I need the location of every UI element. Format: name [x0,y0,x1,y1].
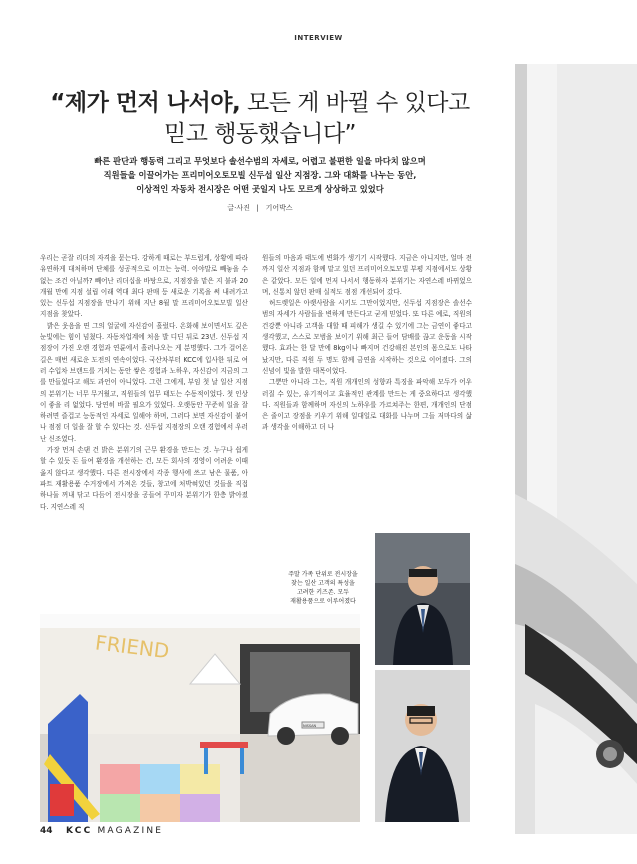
car-photo [515,64,637,834]
car-photo-illustration [515,64,637,834]
headline-line-1-rest: 모든 게 바뀔 수 있다고 [240,90,470,116]
magazine-brand: KCC [66,826,93,836]
caption-line: 찾는 일산 고객의 특성을 [291,580,355,587]
magazine-name [66,826,163,836]
portrait-photo-2 [375,670,470,822]
lead-line-2: 직원들을 이끌어가는 프리미어오토모빌 신두섭 일산 지점장. 그와 대화를 나누는 동안, [103,170,417,180]
body-paragraph: 원들의 마음과 태도에 변화가 생기기 시작했다. 지금은 아니지만, 얼마 전까지 일산 지점과 함께 맡고 있던 프리미어오토모빌 부평 지점에서도 상황은 같았다. 모든 일에 먼저 나서서 행동하자 분위기는 자연스레 바뀌었으며, 신통치 않던 판매 실적도 점점 개선되어 갔다. [262,254,472,296]
page-number: 44 [40,826,53,836]
portrait-illustration-1 [375,533,470,665]
body-column-2 [262,253,472,434]
byline [40,203,480,213]
byline-credit-name: 기어박스 [265,204,293,212]
lead-paragraph [50,154,470,196]
caption-line: 고려한 키즈존. 모두 [296,589,350,596]
body-paragraph: 밝은 웃음을 띤 그의 얼굴에 자신감이 흘렀다. 온화해 보이면서도 깊은 눈빛에는 힘이 넘쳤다. 자동차업계에 처음 발 디딘 뒤로 23년. 신두섭 지점장이 가진 오랜 경험과 연륜에서 흘러나오는 게 분명했다. 그가 걸어온 길은 매번 새로운 도전의 연속이었다. 국산차부터 KCC에 입사한 뒤로 여러 수입차 브랜드를 거치는 동안 쌓은 경험과 노하우, 자신감이 지금의 그를 만들었다고 해도 과언이 아니었다. 그런 그에게, 부임 첫 날 일산 지점의 분위기는 너무 무거웠고, 직원들의 업무 태도는 수동적이었다. 첫 인상이 좋을 리 없었다. 당연히 바꿀 필요가 있었다. 오랫동안 꾸준히 일을 잘 하려면 즐겁고 능동적인 자세로 일해야 하며, 그러다 보면 자신감이 붙어나 점점 더 일을 잘 할 수 있다는 것. 신두섭 지점장의 오랜 경험에서 우러난 신조였다. [40,321,248,443]
caption-line: 재활용품으로 이루어졌다 [290,598,356,605]
kids-zone-banner-text: FRIEND [93,630,171,664]
magazine-title: MAGAZINE [97,826,164,836]
headline-line-2: 믿고 행동했습니다” [164,121,356,147]
byline-credit-label: 글·사진 [227,204,250,212]
portrait-photo-1 [375,533,470,665]
byline-separator: | [256,204,259,212]
body-paragraph: 그뿐만 아니라 그는, 직원 개개인의 성향과 특징을 파악해 모두가 어우러질 수 있는, 유기적이고 효율적인 관계를 만드는 게 중요하다고 생각했다. 직원들과 함께하며 자신의 노하우를 가르쳐주는 한편, 개개인의 단점은 줄이고 장점을 키우기 위해 일대일로 대화를 나누며 그들 저마다의 삶과 생각을 이해하고 더 나 [262,378,472,432]
body-paragraph: 가장 먼저 손댄 건 밝은 분위기의 근무 환경을 만드는 것. 누구나 쉽게 할 수 있듯 돈 들여 환경을 개선하는 건, 모든 회사의 경영이 어려운 이때 옳지 않다고 생각했다. 다른 전시장에서 각종 행사에 쓰고 남은 물품, 아파트 재활용품 수거장에서 가져온 것들, 창고에 처박혀있던 것들을 직접 하나둘 꺼내 닦고 다듬어 전시장을 공들여 꾸미자 분위기가 한층 밝아졌다. 지연스레 직 [40,446,248,511]
headline-line-1 [40,84,480,117]
caption-line: 주말 가족 단위로 전시장을 [288,571,358,578]
body-column-1 [40,253,248,513]
car-plate-text: NISSAN [303,724,317,728]
showroom-illustration [40,614,360,822]
body-paragraph: 허드렛일은 아랫사람을 시키도 그만이었지만, 신두섭 지점장은 솔선수범의 자세가 사람들을 변하게 만든다고 굳게 믿었다. 또 다른 예로, 직원의 건강뿐 아니라 고객을 대할 때 피해가 생길 수 있기에 그는 금연이 좋다고 생각했고, 스스로 모범을 보이기 위해 최근 들어 담배를 끊고 운동을 시작했다. 효과는 한 달 만에 8kg이나 빠지며 건강해진 본인의 몸으로도 나타났지만, 다른 직원 두 명도 함께 금연을 시작하는 것으로 이어졌다. 그의 신념이 빛을 발한 대목이었다. [262,299,472,375]
photo-caption [283,570,363,606]
headline-emphasis: “제가 먼저 나서야, [50,90,241,116]
kids-zone-photo [40,614,360,822]
lead-line-3: 이상적인 자동차 전시장은 어떤 곳일지 나도 모르게 상상하고 있었다 [136,184,384,194]
body-paragraph: 우리는 곧잘 리더의 자격을 묻는다. 강하게 때로는 부드럽게, 상황에 따라 유연하게 대처하며 단체를 성공적으로 이끄는 능력. 이야말로 빼놓을 수 없는 조건 아닐까? 빼어난 리더십을 바탕으로, 지점장을 맡은 지 불과 20개월 만에 지점 설립 이래 역대 최다 판매 등 새로운 기록을 써 내려가고 있는 신두섭 지점장을 만나기 위해 지난 8월 말 프리미어오토모빌 일산 지점을 찾았다. [40,254,248,319]
lead-line-1: 빠른 판단과 행동력 그리고 무엇보다 솔선수범의 자세로, 어렵고 불편한 일을 마다치 않으며 [94,156,426,166]
portrait-illustration-2 [375,670,470,822]
section-label: INTERVIEW [294,34,343,42]
